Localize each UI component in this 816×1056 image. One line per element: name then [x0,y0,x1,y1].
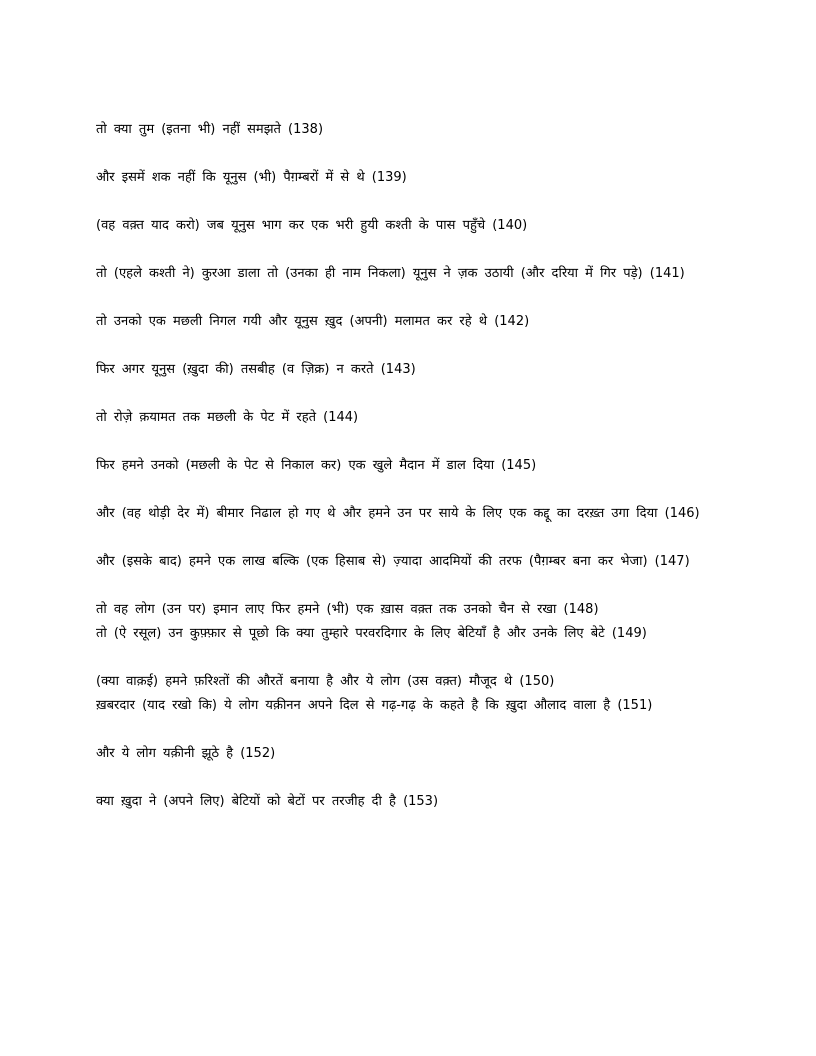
verse-text: और इसमें शक नहीं कि यूनुस (भी) पैग़म्बरों में से थे (139) [96,170,407,185]
verse-text: और (वह थोड़ी देर में) बीमार निढाल हो गए थे और हमने उन पर साये के लिए एक कद्दू का दरख़्त उगा दिया (146) [96,506,700,521]
verse-list [96,118,720,838]
verse-paragraph-152 [96,742,720,766]
verse-text: तो उनको एक मछली निगल गयी और यूनुस ख़ुद (अपनी) मलामत कर रहे थे (142) [96,314,530,329]
verse-text: (वह वक़्त याद करो) जब यूनुस भाग कर एक भरी हुयी कश्ती के पास पहुँचे (140) [96,218,528,233]
verse-paragraph-145 [96,454,720,478]
verse-paragraph-140 [96,214,720,238]
verse-text: और ये लोग यक़ीनी झूठे है (152) [96,746,276,761]
verse-text: तो (एहले कश्ती ने) कुरआ डाला तो (उनका ही नाम निकला) यूनुस ने ज़क उठायी (और दरिया में गिर पड़े) (141) [96,266,685,281]
verse-paragraph-150-151 [96,670,720,718]
verse-paragraph-138 [96,118,720,142]
verse-paragraph-153 [96,790,720,814]
verse-text: तो रोज़े क़यामत तक मछली के पेट में रहते (144) [96,410,359,425]
verse-text: ख़बरदार (याद रखो कि) ये लोग यक़ीनन अपने दिल से गढ़-गढ़ के कहते है कि ख़ुदा औलाद वाला है (151) [96,698,653,713]
verse-paragraph-148-149 [96,598,720,646]
verse-paragraph-146 [96,502,720,526]
verse-text: फिर अगर यूनुस (ख़ुदा की) तसबीह (व ज़िक्र) न करते (143) [96,362,416,377]
verse-text: फिर हमने उनको (मछली के पेट से निकाल कर) एक खुले मैदान में डाल दिया (145) [96,458,537,473]
verse-text: (क्या वाक़ई) हमने फ़रिश्तों की औरतें बनाया है और ये लोग (उस वक़्त) मौजूद थे (150) [96,674,555,689]
verse-text: क्या ख़ुदा ने (अपने लिए) बेटियों को बेटों पर तरजीह दी है (153) [96,794,439,809]
verse-text: तो क्या तुम (इतना भी) नहीं समझते (138) [96,122,324,137]
verse-text: तो (ऐ रसूल) उन कुफ़्फ़ार से पूछो कि क्या तुम्हारे परवरदिगार के लिए बेटियाँ है और उनके लिए बेटे (149) [96,626,647,641]
verse-paragraph-144 [96,406,720,430]
verse-text: तो वह लोग (उन पर) इमान लाए फिर हमने (भी) एक ख़ास वक़्त तक उनको चैन से रखा (148) [96,602,599,617]
verse-paragraph-142 [96,310,720,334]
verse-paragraph-147 [96,550,720,574]
verse-paragraph-139 [96,166,720,190]
verse-paragraph-143 [96,358,720,382]
verse-paragraph-141 [96,262,720,286]
verse-text: और (इसके बाद) हमने एक लाख बल्कि (एक हिसाब से) ज़्यादा आदमियों की तरफ (पैग़म्बर बना कर भेजा) (147) [96,554,690,569]
